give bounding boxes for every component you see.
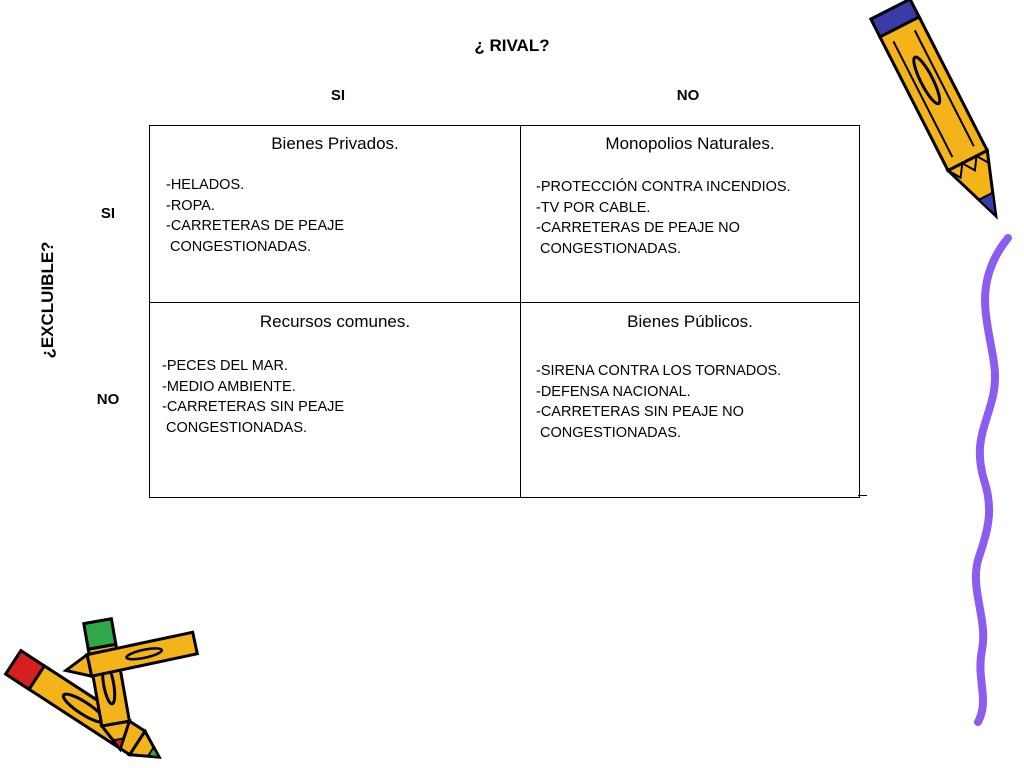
list-item: CONGESTIONADAS. [162,419,308,436]
cell-natural-monopolies [521,126,859,303]
list-item: -CARRETERAS DE PEAJE NO [536,220,740,236]
list-item: -TV POR CABLE. [536,199,651,216]
cell-list [536,361,781,443]
table-edge-line [858,495,867,496]
list-item: CONGESTIONADAS. [536,424,682,441]
list-item: -SIRENA CONTRA LOS TORNADOS. [536,363,782,379]
squiggle-decoration [960,230,1024,730]
pencil-icon [855,0,1005,250]
cell-title: Bienes Públicos. [627,312,753,331]
list-item: -ROPA. [166,197,215,214]
crossed-pencils-icon [0,615,205,765]
cell-title: Recursos comunes. [259,312,411,331]
page-title: ¿ RIVAL? [474,36,550,55]
cell-list [536,177,791,259]
column-header-no: NO [676,87,700,104]
cell-title: Monopolios Naturales. [605,134,775,153]
list-item: -CARRETERAS SIN PEAJE NO [536,404,744,420]
cell-title: Bienes Privados. [271,134,399,153]
list-item: -PROTECCIÓN CONTRA INCENDIOS. [536,179,791,195]
list-item: CONGESTIONADAS. [166,238,312,255]
cell-common-resources [150,303,521,497]
cell-private-goods [150,126,521,303]
list-item: -HELADOS. [166,177,245,193]
row-header-no: NO [96,391,120,408]
list-item: -MEDIO AMBIENTE. [162,378,296,395]
cell-public-goods [521,303,859,497]
excludable-axis-label: ¿EXCLUIBLE? [38,241,57,359]
list-item: -PECES DEL MAR. [162,358,288,374]
list-item: CONGESTIONADAS. [536,240,682,257]
list-item: -DEFENSA NACIONAL. [536,383,691,400]
goods-classification-table [149,125,860,498]
cell-list [162,356,344,438]
row-header-si: SI [100,205,116,222]
column-header-si: SI [330,87,346,104]
list-item: -CARRETERAS DE PEAJE [166,218,345,234]
list-item: -CARRETERAS SIN PEAJE [162,399,345,415]
cell-list [166,175,344,257]
